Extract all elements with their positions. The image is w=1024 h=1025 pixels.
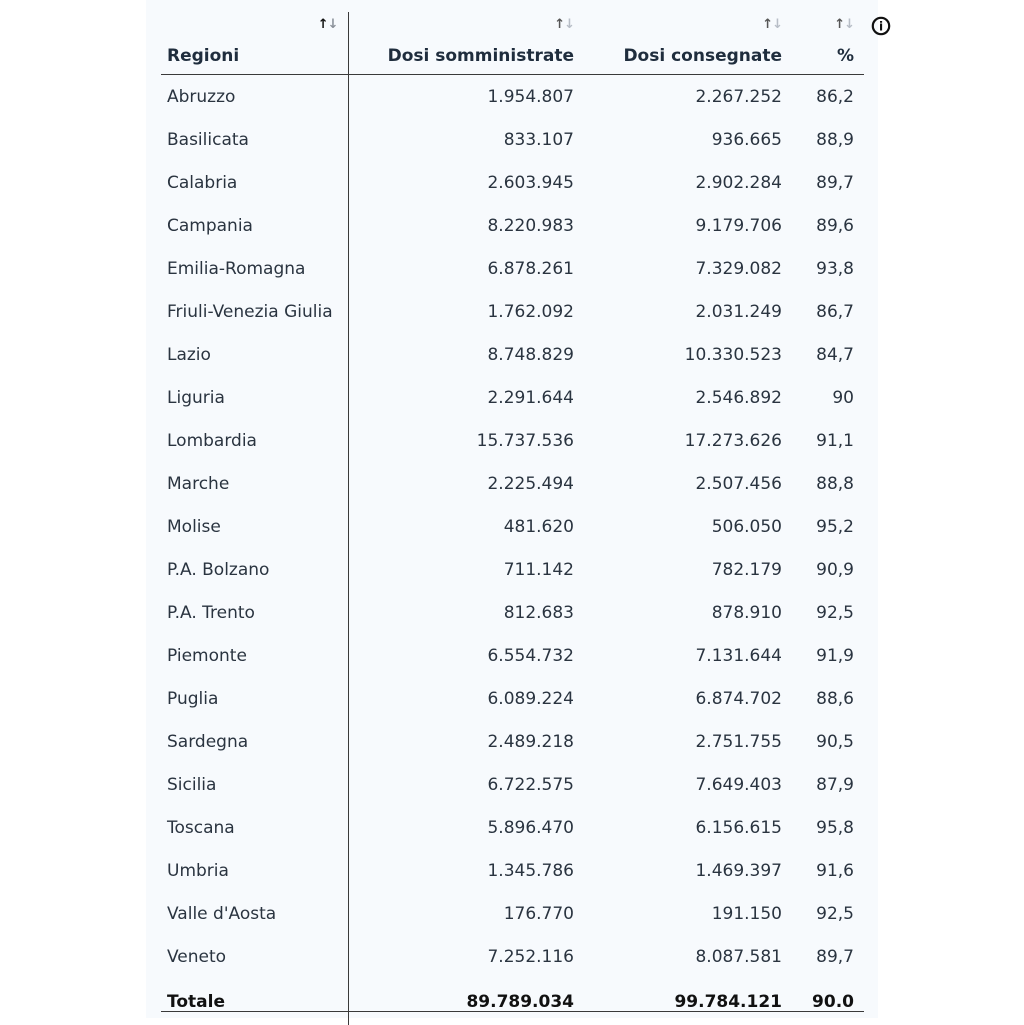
cell-somministrate: 6.878.261 [487,258,574,279]
cell-regione: Campania [161,204,348,247]
cell-regione: Lazio [161,333,348,376]
cell-percent: 88,8 [816,473,854,494]
cell-percent: 86,2 [816,86,854,107]
cell-somministrate: 1.345.786 [487,860,574,881]
column-header-label: Dosi consegnate [623,46,782,66]
table-row [161,935,864,978]
cell-percent: 87,9 [816,774,854,795]
table-row [161,806,864,849]
cell-consegnate: 506.050 [711,516,782,537]
cell-consegnate: 2.267.252 [695,86,782,107]
sort-arrows-icon[interactable]: ↑↓ [834,17,854,32]
cell-somministrate: 2.489.218 [487,731,574,752]
vaccine-doses-table [161,12,864,1025]
cell-somministrate: 7.252.116 [487,946,574,967]
column-header-percent[interactable] [792,12,864,75]
cell-percent: 88,6 [816,688,854,709]
cell-regione: Umbria [161,849,348,892]
cell-regione: Lombardia [161,419,348,462]
cell-regione: Calabria [161,161,348,204]
cell-percent: 90,5 [816,731,854,752]
cell-regione: Abruzzo [161,75,348,119]
cell-somministrate: 1.762.092 [487,301,574,322]
table-bottom-rule [161,1011,864,1012]
info-icon-glyph: i [878,19,884,34]
cell-percent: 89,7 [816,946,854,967]
cell-regione: Sardegna [161,720,348,763]
cell-consegnate: 2.902.284 [695,172,782,193]
cell-somministrate: 89.789.034 [466,991,574,1012]
sort-arrows-icon[interactable]: ↑↓ [762,17,782,32]
cell-somministrate: 2.603.945 [487,172,574,193]
cell-regione: Emilia-Romagna [161,247,348,290]
table-row [161,290,864,333]
cell-regione: Valle d'Aosta [161,892,348,935]
cell-somministrate: 2.225.494 [487,473,574,494]
cell-consegnate: 6.156.615 [695,817,782,838]
table-row [161,419,864,462]
cell-somministrate: 833.107 [503,129,574,150]
cell-percent: 84,7 [816,344,854,365]
cell-somministrate: 5.896.470 [487,817,574,838]
cell-consegnate: 936.665 [711,129,782,150]
cell-percent: 92,5 [816,903,854,924]
cell-consegnate: 8.087.581 [695,946,782,967]
table-row [161,892,864,935]
cell-consegnate: 6.874.702 [695,688,782,709]
cell-consegnate: 782.179 [711,559,782,580]
cell-somministrate: 2.291.644 [487,387,574,408]
table-row [161,376,864,419]
cell-percent: 91,1 [816,430,854,451]
cell-percent: 88,9 [816,129,854,150]
cell-regione: Liguria [161,376,348,419]
info-icon[interactable] [871,16,891,36]
cell-consegnate: 2.507.456 [695,473,782,494]
table-row [161,75,864,119]
table-row [161,634,864,677]
cell-somministrate: 15.737.536 [476,430,574,451]
table-row [161,161,864,204]
table-row [161,247,864,290]
table-row [161,591,864,634]
cell-regione: Puglia [161,677,348,720]
table-row [161,505,864,548]
cell-percent: 89,6 [816,215,854,236]
column-header-consegnate[interactable] [584,12,792,75]
cell-somministrate: 711.142 [503,559,574,580]
column-header-regioni[interactable] [161,12,348,75]
sort-arrows-icon[interactable]: ↑↓ [317,17,338,32]
cell-somministrate: 8.220.983 [487,215,574,236]
cell-regione: Veneto [161,935,348,978]
cell-somministrate: 6.554.732 [487,645,574,666]
cell-regione: Totale [161,978,348,1025]
cell-percent: 90.0 [812,991,854,1012]
table-row [161,118,864,161]
cell-somministrate: 6.722.575 [487,774,574,795]
cell-regione: Sicilia [161,763,348,806]
table-header-row [161,12,864,75]
column-header-label: % [836,46,854,66]
cell-percent: 86,7 [816,301,854,322]
cell-somministrate: 8.748.829 [487,344,574,365]
cell-regione: P.A. Bolzano [161,548,348,591]
cell-consegnate: 1.469.397 [695,860,782,881]
table-row [161,849,864,892]
table-row [161,333,864,376]
cell-consegnate: 878.910 [711,602,782,623]
cell-regione: Marche [161,462,348,505]
cell-regione: Toscana [161,806,348,849]
table-row [161,548,864,591]
table-row [161,677,864,720]
cell-somministrate: 176.770 [503,903,574,924]
cell-consegnate: 10.330.523 [684,344,782,365]
cell-somministrate: 6.089.224 [487,688,574,709]
sort-arrows-icon[interactable]: ↑↓ [554,17,574,32]
cell-consegnate: 2.546.892 [695,387,782,408]
cell-regione: Friuli-Venezia Giulia [161,290,348,333]
cell-regione: Piemonte [161,634,348,677]
cell-consegnate: 9.179.706 [695,215,782,236]
cell-percent: 91,9 [816,645,854,666]
column-header-label: Dosi somministrate [387,46,574,66]
cell-consegnate: 99.784.121 [674,991,782,1012]
cell-consegnate: 17.273.626 [684,430,782,451]
cell-consegnate: 7.649.403 [695,774,782,795]
cell-consegnate: 191.150 [711,903,782,924]
cell-percent: 89,7 [816,172,854,193]
cell-regione: Basilicata [161,118,348,161]
cell-consegnate: 2.031.249 [695,301,782,322]
table-row [161,462,864,505]
cell-percent: 92,5 [816,602,854,623]
cell-consegnate: 2.751.755 [695,731,782,752]
column-header-label: Regioni [167,46,240,66]
column-header-somministrate[interactable] [348,12,584,75]
cell-percent: 90 [832,387,854,408]
cell-somministrate: 481.620 [503,516,574,537]
cell-regione: P.A. Trento [161,591,348,634]
cell-percent: 91,6 [816,860,854,881]
cell-percent: 93,8 [816,258,854,279]
cell-percent: 95,8 [816,817,854,838]
cell-percent: 90,9 [816,559,854,580]
cell-percent: 95,2 [816,516,854,537]
table-row [161,204,864,247]
cell-consegnate: 7.329.082 [695,258,782,279]
cell-somministrate: 1.954.807 [487,86,574,107]
table-row [161,763,864,806]
table-row [161,720,864,763]
cell-somministrate: 812.683 [503,602,574,623]
cell-consegnate: 7.131.644 [695,645,782,666]
cell-regione: Molise [161,505,348,548]
